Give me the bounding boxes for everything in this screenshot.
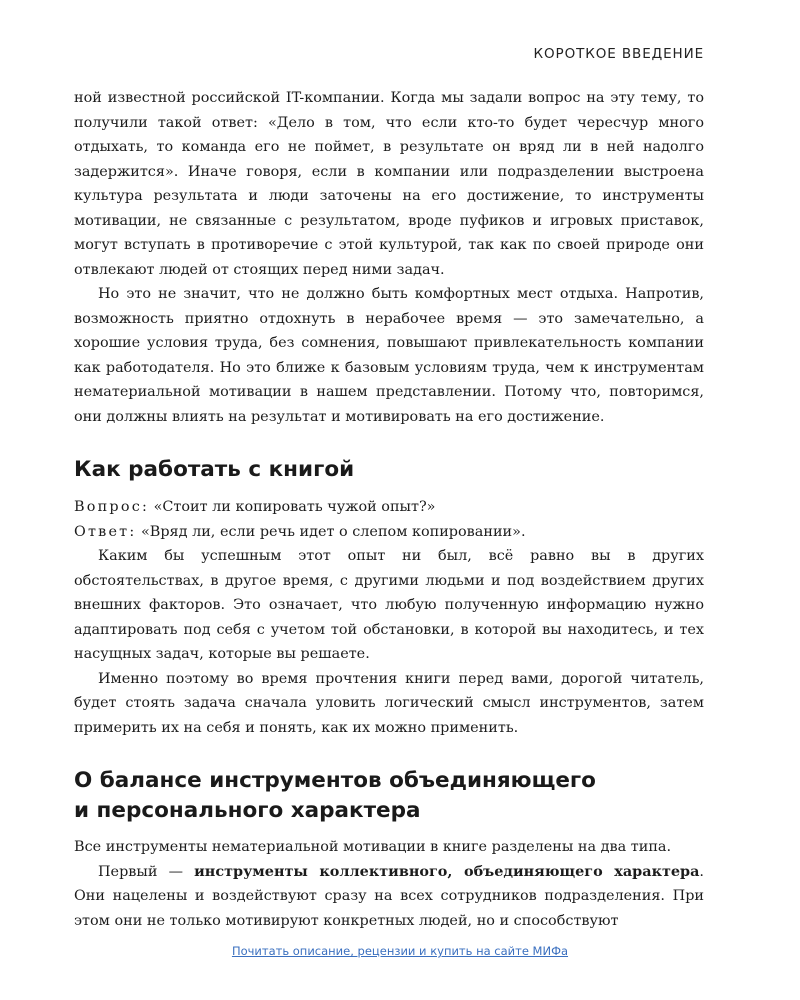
intro-paragraph-2: Но это не значит, что не должно быть комфортных мест отдыха. Напротив, возможность приятно отдохнуть в нерабочее время — это замечательно, а хорошие условия труда, без сомнения, повышают привлекательность компании как работодателя. Но это ближе к базовым условиям труда, чем к инструментам нематериальной мотивации в нашем представлении. Потому что, повторимся, они должны влиять на результат и мотивировать на его достижение. [74,286,704,425]
intro-paragraph-1: ной известной российской IT-компании. Когда мы задали вопрос на эту тему, то получили такой ответ: «Дело в том, что если кто-то будет чересчур много отдыхать, то команда его не поймет, в результате он вряд ли в ней надолго задержится». Иначе говоря, если в компании или подразделении выстроена культура результата и люди заточены на его достижение, то инструменты мотивации, не связанные с результатом, вроде пуфиков и игровых приставок, могут вступать в противоречие с этой культурой, так как по своей природе они отвлекают людей от стоящих перед ними задач. [74,90,704,278]
book-paragraph-2: Именно поэтому во время прочтения книги перед вами, дорогой читатель, будет стоять задача сначала уловить логический смысл инструментов, затем примерить их на себя и понять, как их можно применить. [74,670,704,736]
heading-how-to-work-with-book: Как работать с книгой [74,457,355,482]
balance-p2-rest: . Они нацелены и воздействуют сразу на всех сотрудников подразделения. При этом они не только мотивируют конкретных людей, но и способствуют [74,863,704,929]
question-text: «Стоит ли копировать чужой опыт?» [149,499,436,515]
page-body [74,86,704,933]
book-paragraph-1: Каким бы успешным этот опыт ни был, всё равно вы в других обстоятельствах, в другое время, с другими людьми и под воздействием других внешних факторов. Это означает, что любую полученную информацию нужно адаптировать под себя с учетом той обстановки, в которой вы находитесь, и тех насущных задач, которые вы решаете. [74,548,704,662]
qa-question [74,495,704,520]
buy-on-mif-link[interactable]: Почитать описание, рецензии и купить на сайте МИФа [231,944,569,958]
balance-paragraph-1: Все инструменты нематериальной мотивации в книге разделены на два типа. [74,839,672,855]
answer-text: «Вряд ли, если речь идет о слепом копировании». [136,523,526,540]
balance-paragraph-2 [74,860,704,934]
heading-balance-of-tools [74,766,704,826]
qa-answer [74,520,704,545]
running-header: КОРОТКОЕ ВВЕДЕНИЕ [533,46,704,62]
footer [0,944,800,958]
question-label: Вопрос: [74,499,150,515]
heading-balance-line-1: О балансе инструментов объединяющего [74,768,596,793]
balance-p2-lead: Первый — [98,863,195,880]
heading-balance-line-2: и персонального характера [74,798,421,823]
answer-label: Ответ: [74,523,137,540]
collective-tools-term: инструменты коллективного, объединяющего характера [194,862,700,880]
